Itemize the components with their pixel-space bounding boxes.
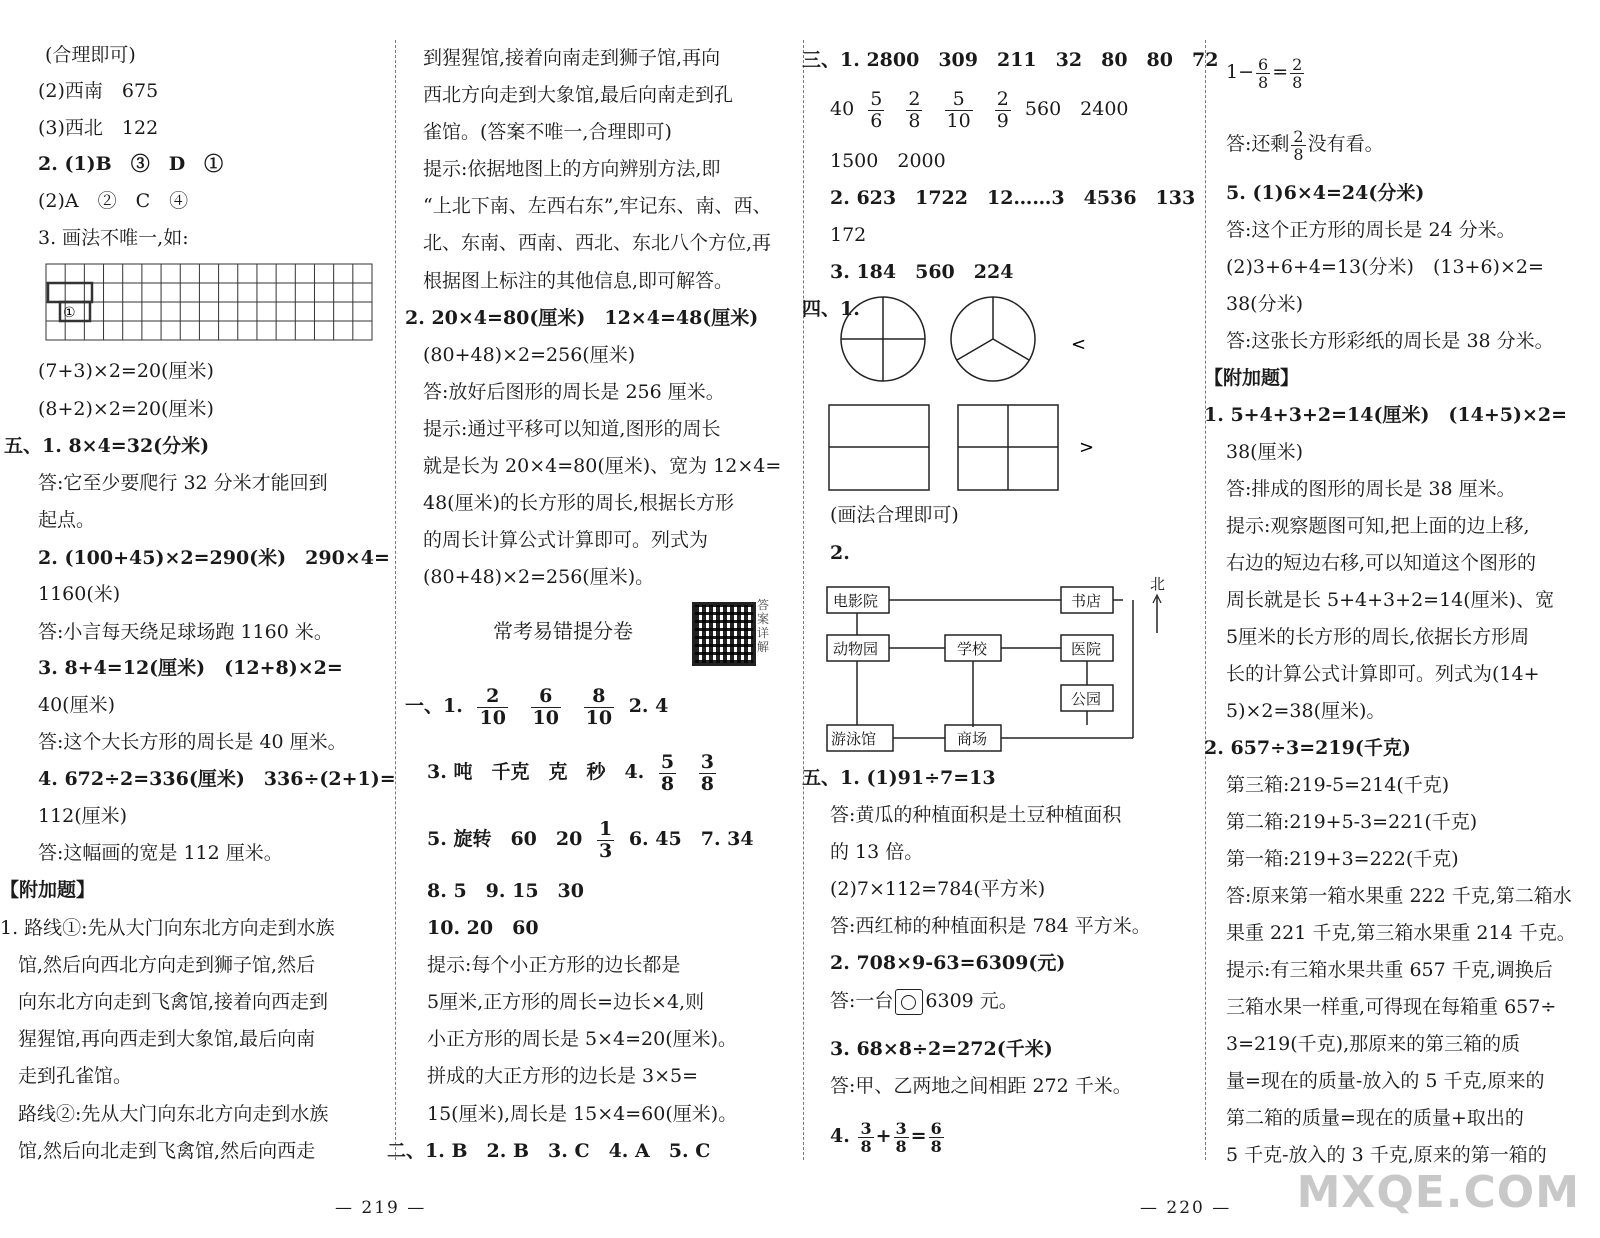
north-label: 北 (1150, 575, 1166, 593)
text-line: 172 (830, 224, 867, 246)
column-divider (803, 40, 804, 1160)
grid-mark: ① (63, 305, 76, 321)
text-line: 长的计算公式计算即可。列式为(14+ (1226, 663, 1540, 685)
fraction: $\frac{3}{8}$ (700, 750, 715, 795)
text-line: 1160(米) (38, 583, 121, 605)
text-line: 的 13 倍。 (830, 841, 924, 863)
text-line: 答:这幅画的宽是 112 厘米。 (38, 842, 283, 864)
fraction: $\frac{5}{10}$ (946, 87, 971, 132)
fraction: $\frac{1}{3}$ (598, 817, 613, 862)
map-label-school: 学校 (957, 640, 988, 658)
fraction: $\frac{8}{10}$ (585, 684, 613, 729)
text-line: 根据图上标注的其他信息,即可解答。 (423, 270, 734, 292)
text-line: 38(分米) (1226, 293, 1304, 315)
text-line: 三箱水果一样重,可得现在每箱重 657÷ (1226, 996, 1557, 1018)
answer-text: 6. 45 7. 34 (628, 828, 754, 850)
answer-row (830, 85, 1129, 133)
text-line: 5厘米的长方形的周长,依据长方形周 (1226, 626, 1530, 648)
text-line: 西北方向走到大象馆,最后向南走到孔 (423, 84, 734, 106)
answer-text: 答:一台 (830, 990, 894, 1012)
text-line: 小正方形的周长是 5×4=20(厘米)。 (427, 1028, 738, 1050)
answer-row (427, 815, 754, 863)
map-label-mall: 商场 (957, 730, 988, 748)
text-line: (2)7×112=784(平方米) (830, 878, 1046, 900)
washing-machine-icon (895, 989, 923, 1015)
fraction: $\frac{6}{10}$ (532, 684, 559, 729)
text-line: 5)×2=38(厘米)。 (1226, 700, 1386, 722)
text-line: 4. 672÷2=336(厘米) 336÷(2+1)= (38, 768, 396, 790)
compare-symbol: < (1071, 334, 1087, 355)
text-line: (8+2)×2=20(厘米) (38, 398, 214, 420)
qr-caption: 答案详解 (757, 598, 770, 654)
map-label-park: 公园 (1071, 690, 1102, 708)
text-line: 五、1. (1)91÷7=13 (802, 767, 996, 789)
answer-text: 6309 元。 (925, 990, 1018, 1012)
page-number-left: — 219 — (335, 1198, 427, 1218)
text-line: 40(厘米) (38, 694, 116, 716)
text-line: 【附加题】 (0, 879, 96, 901)
map-label-cinema: 电影院 (833, 592, 879, 610)
text-line: 3. 184 560 224 (830, 261, 1014, 283)
text-line: (2)3+6+4=13(分米) (13+6)×2= (1226, 256, 1544, 278)
text-line: 三、1. 2800 309 211 32 80 80 72 (802, 49, 1219, 71)
text-line: (2)A ② C ④ (38, 190, 189, 212)
text-line: 8. 5 9. 15 30 (427, 880, 585, 902)
text-line: 112(厘米) (38, 805, 128, 827)
fraction: $\frac{3}{8}$ (860, 1118, 872, 1156)
text-line: 的周长计算公式计算即可。列式为 (423, 529, 709, 551)
answer-text: 没有看。 (1307, 133, 1384, 155)
text-line: 周长就是长 5+4+3+2=14(厘米)、宽 (1226, 589, 1555, 611)
text-line: 1500 2000 (830, 150, 946, 172)
text-line: 到猩猩馆,接着向南走到狮子馆,再向 (423, 47, 721, 69)
answer-row: 1− $\frac{6}{8}$ = $\frac{2}{8}$ (1226, 54, 1303, 92)
text-line: (合理即可) (45, 44, 136, 66)
text-line: 答:甲、乙两地之间相距 272 千米。 (830, 1075, 1132, 1097)
compare-symbol: > (1079, 437, 1095, 458)
text-line: 答:排成的图形的周长是 38 厘米。 (1226, 478, 1516, 500)
fraction: $\frac{5}{8}$ (660, 750, 675, 795)
fraction: $\frac{6}{8}$ (1258, 54, 1269, 92)
text-line: 起点。 (38, 509, 96, 531)
map-label-zoo: 动物园 (833, 640, 879, 658)
text-line: 第二箱的质量=现在的质量+取出的 (1226, 1107, 1524, 1129)
text-line: 答:这个正方形的周长是 24 分米。 (1226, 219, 1516, 241)
text-line: 提示:有三箱水果共重 657 千克,调换后 (1226, 959, 1553, 981)
answer-text: 5. 旋转 60 20 (427, 828, 583, 850)
text-line: 15(厘米),周长是 15×4=60(厘米)。 (427, 1103, 738, 1125)
text-line: (7+3)×2=20(厘米) (38, 360, 214, 382)
text-line: 第一箱:219+3=222(千克) (1226, 848, 1459, 870)
text-line: 2. 623 1722 12……3 4536 133 (830, 187, 1196, 209)
text-line: 北、东南、西南、西北、东北八个方位,再 (423, 232, 772, 254)
text-line: (画法合理即可) (830, 504, 959, 526)
text-line: 答:放好后图形的周长是 256 厘米。 (423, 381, 725, 403)
grid-drawing (45, 263, 375, 343)
column-divider (395, 40, 396, 1160)
map-label-pool: 游泳馆 (831, 730, 877, 748)
answer-text: 3. 吨 千克 克 秒 4. (427, 761, 645, 783)
text-line: 【附加题】 (1204, 367, 1300, 389)
column-divider (1205, 40, 1206, 1160)
text-line: 答:它至少要爬行 32 分米才能回到 (38, 472, 328, 494)
answer-row (1226, 120, 1384, 168)
text-line: 2. (1)B ③ D ① (38, 153, 224, 175)
answer-text: 40 (830, 98, 855, 120)
text-line: 2. 20×4=80(厘米) 12×4=48(厘米) (405, 307, 759, 329)
qr-code (692, 602, 756, 666)
fraction: $\frac{5}{6}$ (870, 87, 883, 132)
text-line: 答:西红柿的种植面积是 784 平方米。 (830, 915, 1151, 937)
watermark: MXQE.COM (1296, 1167, 1580, 1218)
text-line: 拼成的大正方形的边长是 3×5= (427, 1065, 699, 1087)
text-line: 2. 657÷3=219(千克) (1204, 737, 1411, 759)
text-line: 5厘米,正方形的周长=边长×4,则 (427, 991, 705, 1013)
text-line: 3=219(千克),那原来的第三箱的质 (1226, 1033, 1521, 1055)
fraction: $\frac{2}{8}$ (1292, 54, 1303, 92)
answer-row (427, 748, 724, 796)
item-number: 一、1. (405, 695, 463, 717)
text-line: 答:小言每天绕足球场跑 1160 米。 (38, 621, 333, 643)
text-line: 雀馆。(答案不唯一,合理即可) (423, 121, 672, 143)
section-title: 常考易错提分卷 (493, 619, 633, 643)
text-line: 2. 708×9-63=6309(元) (830, 952, 1066, 974)
text-line: 二、1. B 2. B 3. C 4. A 5. C (387, 1140, 711, 1162)
text-line: 量=现在的质量-放入的 5 千克,原来的 (1226, 1070, 1545, 1092)
answer-row: 4. $\frac{3}{8}$ + $\frac{3}{8}$ = $\frac{6}{8}$ (830, 1118, 942, 1156)
page-number-right: — 220 — (1140, 1198, 1232, 1218)
text-line: 3. 68×8÷2=272(千米) (830, 1038, 1053, 1060)
text-line: 1. 路线①:先从大门向东北方向走到水族 (0, 917, 335, 939)
text-line: 向东北方向走到飞禽馆,接着向西走到 (18, 991, 329, 1013)
text-line: 提示:通过平移可以知道,图形的周长 (423, 418, 721, 440)
text-line: 五、1. 8×4=32(分米) (4, 435, 210, 457)
text-line: 提示:观察题图可知,把上面的边上移, (1226, 515, 1530, 537)
text-line: 48(厘米)的长方形的周长,根据长方形 (423, 492, 735, 514)
fraction: $\frac{6}{8}$ (930, 1118, 942, 1156)
text-line: 2. (830, 542, 850, 564)
text-line: (80+48)×2=256(厘米)。 (423, 566, 655, 588)
text-line: 路线②:先从大门向东北方向走到水族 (18, 1103, 329, 1125)
answer-row (830, 988, 1018, 1015)
text-line: 第三箱:219-5=214(千克) (1226, 774, 1450, 796)
map-label-bookstore: 书店 (1071, 592, 1102, 610)
location-map (823, 575, 1183, 760)
fraction: $\frac{3}{8}$ (895, 1118, 907, 1156)
fraction: $\frac{2}{10}$ (479, 684, 506, 729)
text-line: 3. 画法不唯一,如: (38, 227, 189, 249)
text-line: 走到孔雀馆。 (18, 1065, 133, 1087)
item-number: 4. (830, 1125, 850, 1147)
text-line: 5 千克-放入的 3 千克,原来的第一箱的 (1226, 1144, 1547, 1166)
text-line: (80+48)×2=256(厘米) (423, 344, 636, 366)
text-line: 果重 221 千克,第三箱水果重 214 千克。 (1226, 922, 1576, 944)
text-line: 提示:依据地图上的方向辨别方法,即 (423, 158, 721, 180)
text-line: 右边的短边右移,可以知道这个图形的 (1226, 552, 1537, 574)
text-line: (3)西北 122 (38, 117, 159, 139)
text-line: 3. 8+4=12(厘米) (12+8)×2= (38, 657, 343, 679)
answer-text: 560 2400 (1024, 98, 1129, 120)
answer-text: 答:还剩 (1226, 133, 1290, 155)
answer-text: 2. 4 (628, 695, 669, 717)
fraction: $\frac{2}{8}$ (908, 87, 921, 132)
text-line: 提示:每个小正方形的边长都是 (427, 954, 681, 976)
text-line: 答:原来第一箱水果重 222 千克,第二箱水 (1226, 885, 1572, 907)
text-line: 2. (100+45)×2=290(米) 290×4= (38, 547, 390, 569)
text-line: 10. 20 60 (427, 917, 539, 939)
text-line: (2)西南 675 (38, 80, 159, 102)
text-line: “上北下南、左西右东”,牢记东、南、西、 (423, 195, 772, 217)
text-line: 答:黄瓜的种植面积是土豆种植面积 (830, 804, 1122, 826)
fraction-shapes (823, 295, 1113, 500)
text-line: 就是长为 20×4=80(厘米)、宽为 12×4= (423, 455, 782, 477)
text-line: 第二箱:219+5-3=221(千克) (1226, 811, 1478, 833)
text-line: 答:这个大长方形的周长是 40 厘米。 (38, 731, 347, 753)
text-line: 38(厘米) (1226, 441, 1304, 463)
text-line: 馆,然后向西北方向走到狮子馆,然后 (18, 954, 316, 976)
text-line: 5. (1)6×4=24(分米) (1226, 182, 1425, 204)
fraction: $\frac{2}{9}$ (996, 87, 1009, 132)
text-line: 四、1. (802, 298, 860, 320)
map-label-hospital: 医院 (1071, 640, 1102, 658)
answer-row (405, 682, 668, 730)
text-line: 1. 5+4+3+2=14(厘米) (14+5)×2= (1204, 404, 1568, 426)
text-line: 猩猩馆,再向西走到大象馆,最后向南 (18, 1028, 316, 1050)
text-line: 答:这张长方形彩纸的周长是 38 分米。 (1226, 330, 1554, 352)
text-line: 馆,然后向北走到飞禽馆,然后向西走 (18, 1140, 316, 1162)
fraction: $\frac{2}{8}$ (1293, 126, 1304, 164)
